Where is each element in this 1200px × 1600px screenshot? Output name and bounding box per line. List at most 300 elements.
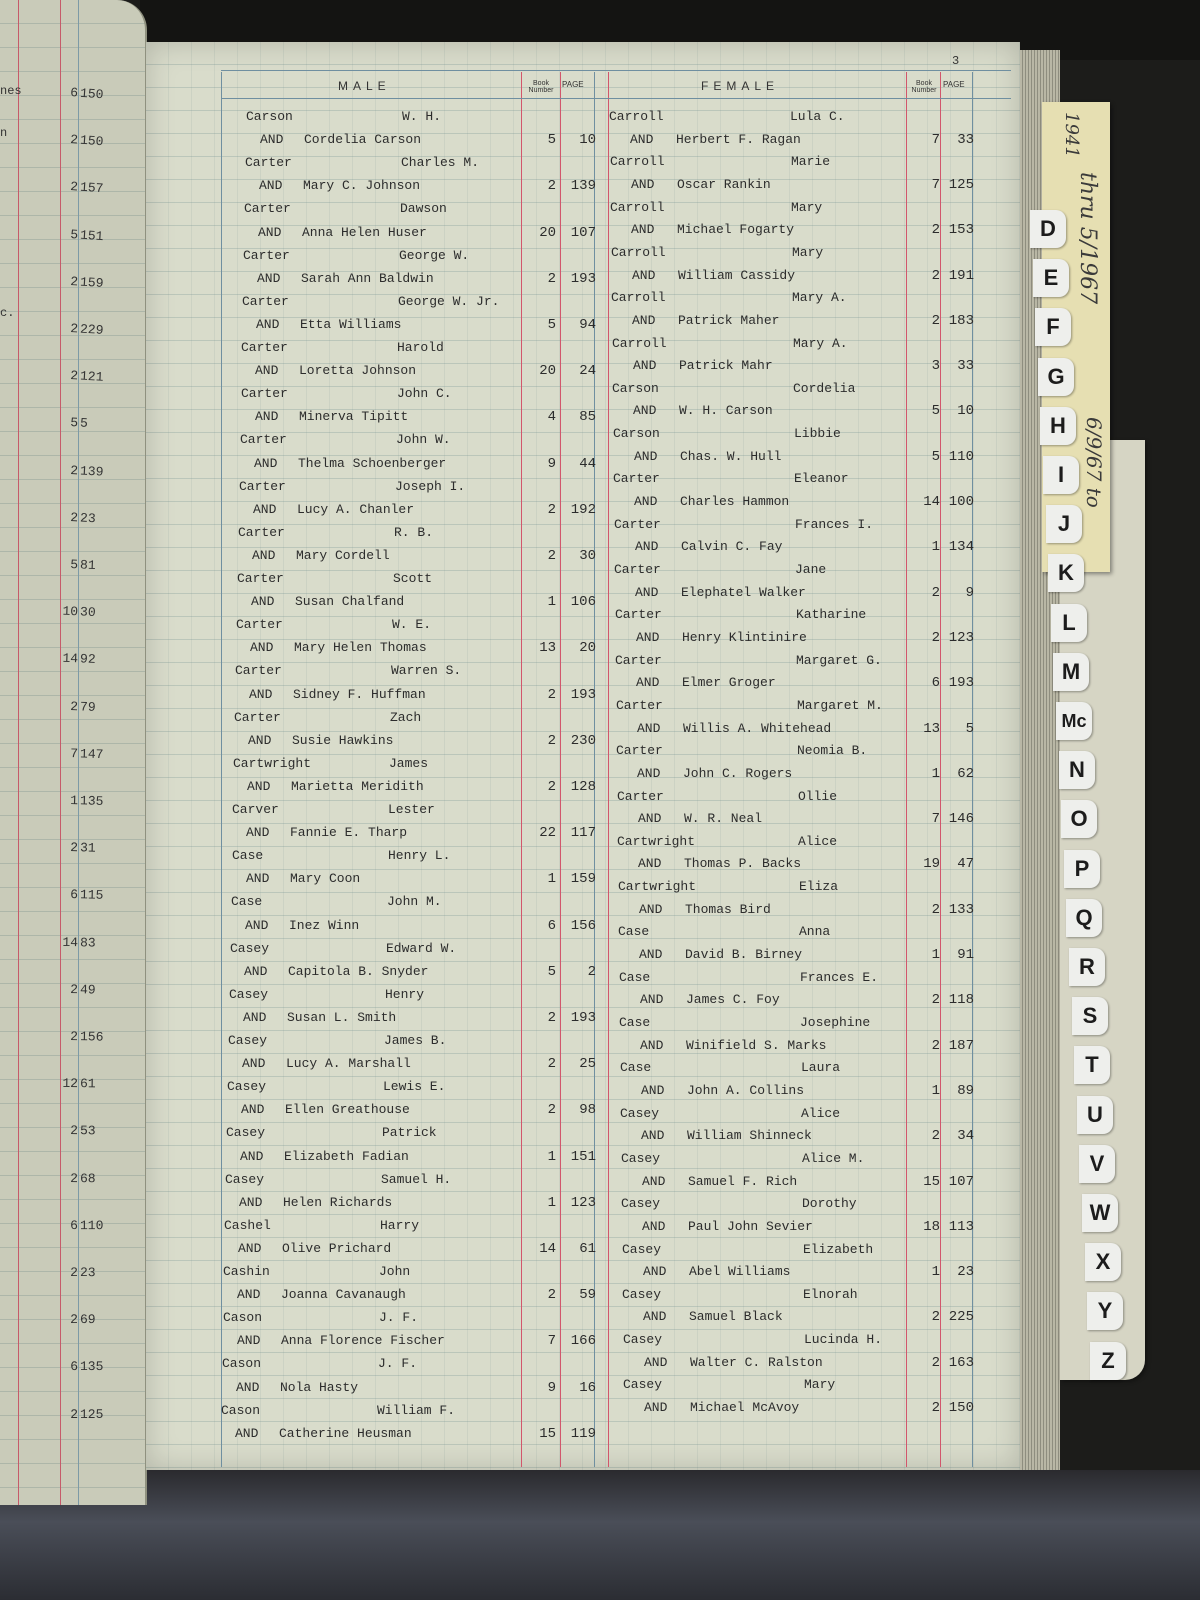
female-spouse-name: Elmer Groger (682, 675, 776, 691)
female-spouse-name: Samuel F. Rich (688, 1173, 798, 1189)
female-and-label: AND (634, 448, 658, 464)
female-book-number: 1 (931, 765, 940, 782)
female-spouse-name: David B. Birney (685, 947, 803, 963)
left-page-book-number: 2 (69, 462, 79, 478)
male-page-number: 24 (579, 363, 596, 380)
male-book-number: 2 (547, 1056, 556, 1073)
female-spouse-name: Patrick Mahr (679, 358, 773, 374)
female-surname: Carroll (611, 244, 666, 260)
female-book-number: 2 (931, 312, 940, 329)
male-and-label: AND (239, 1194, 263, 1210)
male-spouse-name: Susie Hawkins (292, 732, 394, 748)
male-surname: Cason (222, 1356, 262, 1372)
left-page-book-number: 6 (70, 1359, 79, 1375)
female-and-label: AND (643, 1264, 667, 1280)
left-page-book-number: 2 (70, 1123, 79, 1139)
female-given-name: Eleanor (794, 471, 849, 487)
female-page-number: 113 (948, 1218, 974, 1235)
female-page-number: 153 (948, 222, 974, 239)
male-spouse-name: Mary Cordell (296, 547, 390, 563)
female-book-number: 7 (931, 176, 940, 193)
male-book-number: 13 (539, 640, 556, 657)
female-book-number: 1 (931, 1082, 940, 1099)
male-given-name: Edward W. (386, 940, 457, 956)
female-page-number: 107 (948, 1173, 974, 1190)
left-page-row (0, 1312, 140, 1330)
female-spouse-name: Patrick Maher (678, 312, 780, 328)
male-header: MALE (338, 79, 391, 93)
left-page-book-number: 2 (70, 981, 79, 997)
book-number-header: Book Number (911, 80, 937, 94)
left-page-row (0, 1028, 140, 1048)
male-and-label: AND (255, 363, 279, 379)
left-page-row (0, 1075, 140, 1095)
male-book-number: 7 (547, 1333, 556, 1350)
male-page-number: 156 (570, 917, 596, 934)
left-page-row (0, 270, 140, 296)
female-and-label: AND (639, 947, 663, 963)
tab-r[interactable]: R (1069, 948, 1105, 986)
male-page-number: 128 (570, 778, 596, 795)
tab-l[interactable]: L (1051, 604, 1087, 642)
female-surname: Casey (623, 1332, 663, 1348)
male-spouse-name: Lucy A. Marshall (286, 1056, 411, 1072)
left-page-page-number: 81 (79, 557, 96, 574)
male-page-number: 117 (570, 825, 596, 842)
tab-t[interactable]: T (1074, 1046, 1110, 1084)
male-given-name: Harold (397, 340, 444, 355)
female-book-number: 2 (931, 1400, 940, 1417)
female-surname: Carroll (610, 199, 665, 215)
female-given-name: Mary A. (793, 335, 848, 351)
book-number-header: Book Number (528, 80, 554, 94)
male-given-name: Charles M. (401, 155, 480, 171)
left-page-row (0, 554, 140, 578)
male-and-label: AND (260, 132, 284, 148)
male-given-name: Lester (388, 802, 435, 817)
female-book-number: 6 (931, 675, 940, 692)
female-page-number: 118 (948, 992, 974, 1009)
left-page-page-number: 139 (79, 463, 104, 480)
male-book-number: 5 (547, 132, 556, 149)
male-spouse-name: Joanna Cavanaugh (281, 1287, 406, 1303)
male-spouse-name: Etta Williams (300, 316, 402, 332)
male-book-number: 5 (547, 316, 556, 333)
female-page-number: 62 (957, 765, 974, 782)
female-surname: Carter (617, 788, 664, 804)
male-given-name: Dawson (400, 201, 447, 217)
left-page-row (0, 1406, 140, 1424)
tab-o[interactable]: O (1061, 800, 1097, 838)
left-page-page-number: 110 (79, 1217, 104, 1234)
female-given-name: Lula C. (790, 109, 845, 124)
male-book-number: 4 (547, 409, 556, 426)
male-spouse-name: Sidney F. Huffman (293, 686, 426, 702)
male-spouse-name: Mary C. Johnson (303, 178, 421, 194)
female-page-number: 100 (948, 494, 974, 511)
male-surname: Cason (221, 1402, 261, 1418)
male-given-name: R. B. (394, 524, 434, 540)
tab-mc[interactable]: Mc (1056, 702, 1092, 740)
female-given-name: Eliza (799, 879, 839, 895)
male-and-label: AND (243, 1009, 267, 1025)
male-surname: Casey (227, 1079, 267, 1095)
male-book-number: 15 (539, 1425, 556, 1442)
male-and-label: AND (254, 455, 278, 471)
female-and-label: AND (635, 584, 659, 600)
note-year: 1941 (1061, 112, 1082, 158)
left-page-book-number: 14 (62, 934, 79, 950)
left-page-book-number: 7 (69, 745, 79, 762)
female-surname: Cartwright (618, 879, 697, 895)
tab-d[interactable]: D (1030, 210, 1066, 248)
tab-p[interactable]: P (1064, 850, 1100, 888)
left-page-book-number: 2 (70, 840, 79, 856)
female-spouse-name: Winifield S. Marks (686, 1037, 827, 1053)
male-page-number: 151 (570, 1148, 596, 1165)
left-page-row (0, 886, 140, 908)
female-given-name: Elizabeth (803, 1241, 874, 1257)
male-page-number: 119 (570, 1425, 596, 1442)
tab-u[interactable]: U (1077, 1096, 1113, 1134)
male-book-number: 2 (547, 1287, 556, 1304)
male-book-number: 20 (539, 224, 556, 241)
female-spouse-name: Michael McAvoy (690, 1400, 800, 1416)
tab-f[interactable]: F (1035, 308, 1071, 346)
tab-y[interactable]: Y (1087, 1292, 1123, 1330)
left-page-book-number: 2 (70, 1406, 79, 1422)
female-spouse-name: Oscar Rankin (677, 176, 771, 192)
female-spouse-name: W. H. Carson (679, 403, 773, 419)
female-book-number: 2 (931, 901, 940, 918)
desk-background (0, 1470, 1200, 1600)
male-given-name: John (379, 1264, 411, 1279)
female-spouse-name: Herbert F. Ragan (676, 131, 801, 147)
female-page-number: 34 (957, 1128, 974, 1145)
male-surname: Carter (239, 478, 286, 494)
female-given-name: Cordelia (793, 380, 856, 396)
male-book-number: 1 (547, 594, 556, 611)
left-page-book-number: 2 (70, 1312, 79, 1328)
left-page-page-number: 156 (79, 1029, 104, 1045)
left-page-row (0, 696, 140, 719)
female-given-name: Mary (792, 244, 824, 260)
female-spouse-name: John A. Collins (687, 1082, 805, 1098)
left-page-book-number: 6 (69, 85, 79, 101)
left-page-page-number: 147 (79, 746, 104, 762)
female-book-number: 15 (923, 1173, 940, 1190)
female-page-number: 9 (965, 584, 974, 601)
male-page-number: 123 (570, 1194, 596, 1211)
male-given-name: John W. (396, 432, 451, 448)
female-spouse-name: Samuel Black (689, 1309, 783, 1325)
left-page-book-number: 2 (69, 698, 79, 714)
male-surname: Cartwright (233, 755, 312, 771)
tab-m[interactable]: M (1053, 653, 1089, 691)
male-given-name: Patrick (382, 1125, 437, 1141)
female-spouse-name: Willis A. Whitehead (683, 720, 832, 736)
left-page-book-number: 2 (70, 1029, 79, 1045)
male-book-number: 5 (547, 963, 556, 980)
male-spouse-name: Inez Winn (289, 917, 360, 933)
male-spouse-name: Nola Hasty (280, 1379, 359, 1395)
tab-g[interactable]: G (1038, 358, 1074, 396)
female-given-name: Lucinda H. (804, 1332, 883, 1348)
male-spouse-name: Susan Chalfand (295, 594, 405, 610)
left-page-row (0, 507, 140, 531)
female-page-number: 193 (948, 675, 974, 692)
left-page-page-number: 5 (79, 415, 89, 432)
male-and-label: AND (256, 316, 280, 332)
female-page-number: 125 (948, 176, 974, 193)
male-and-label: AND (242, 1056, 266, 1072)
male-and-label: AND (236, 1379, 260, 1395)
left-page-book-number: 2 (69, 132, 79, 148)
male-given-name: Henry L. (388, 848, 451, 864)
male-page-number: 139 (570, 178, 596, 195)
female-and-label: AND (635, 539, 659, 555)
tab-e[interactable]: E (1033, 259, 1069, 297)
left-page-page-number: 30 (79, 604, 96, 621)
male-and-label: AND (249, 686, 273, 702)
left-page-page-number: 121 (79, 368, 104, 385)
left-page-book-number: 10 (62, 603, 79, 620)
male-spouse-name: Catherine Heusman (279, 1425, 412, 1441)
tab-w[interactable]: W (1082, 1194, 1118, 1232)
tab-q[interactable]: Q (1066, 899, 1102, 937)
male-given-name: Henry (385, 986, 425, 1002)
male-and-label: AND (237, 1287, 261, 1303)
female-book-number: 2 (931, 267, 940, 284)
male-surname: Carson (246, 109, 293, 124)
left-page-book-number: 12 (62, 1076, 79, 1092)
male-surname: Case (231, 894, 263, 910)
female-page-number: 225 (948, 1309, 974, 1326)
male-spouse-name: Anna Helen Huser (302, 224, 427, 240)
left-page-page-number: 23 (79, 1265, 96, 1281)
tab-n[interactable]: N (1059, 751, 1095, 789)
left-page-fragment: c. (0, 306, 15, 320)
female-given-name: Margaret G. (796, 652, 882, 668)
left-page-page-number: 83 (79, 934, 96, 951)
female-and-label: AND (634, 494, 658, 510)
left-page-row (0, 1170, 140, 1189)
female-page-number: 91 (957, 947, 974, 964)
female-spouse-name: Charles Hammon (680, 494, 790, 510)
tab-x[interactable]: X (1085, 1243, 1121, 1281)
female-spouse-name: John C. Rogers (683, 765, 793, 781)
left-page-book-number: 6 (70, 887, 79, 903)
left-page-row (0, 743, 140, 766)
female-and-label: AND (639, 901, 663, 917)
male-spouse-name: Mary Helen Thomas (294, 640, 427, 656)
male-surname: Carter (245, 155, 292, 171)
female-page-number: 23 (957, 1264, 974, 1281)
left-page-book-number: 2 (69, 273, 79, 290)
female-surname: Casey (620, 1105, 660, 1121)
female-surname: Case (620, 1060, 652, 1076)
male-book-number: 20 (539, 363, 556, 380)
tab-j[interactable]: J (1046, 505, 1082, 543)
left-page-row (0, 838, 140, 860)
male-spouse-name: Elizabeth Fadian (284, 1148, 409, 1164)
male-given-name: John C. (397, 386, 452, 402)
female-given-name: Alice M. (802, 1150, 865, 1166)
female-page-number: 163 (948, 1354, 974, 1371)
male-and-label: AND (237, 1333, 261, 1349)
male-surname: Cason (223, 1310, 263, 1326)
left-page-row (0, 412, 140, 437)
female-and-label: AND (630, 131, 654, 147)
male-given-name: Lewis E. (383, 1079, 446, 1095)
female-book-number: 5 (931, 448, 940, 465)
male-page-number: 44 (579, 455, 596, 472)
female-surname: Casey (621, 1196, 661, 1212)
female-page-number: 183 (948, 312, 974, 329)
female-page-number: 150 (948, 1400, 974, 1417)
left-page-fragment: nes (0, 84, 22, 98)
female-book-number: 2 (931, 1309, 940, 1326)
left-page-page-number: 79 (79, 698, 96, 715)
female-page-number: 47 (957, 856, 974, 873)
female-surname: Casey (622, 1241, 662, 1257)
male-given-name: W. H. (402, 109, 442, 124)
left-page-book-number: 14 (62, 651, 79, 667)
female-given-name: Neomia B. (797, 743, 868, 759)
female-and-label: AND (642, 1173, 666, 1189)
ledger-page (146, 42, 1020, 1470)
female-and-label: AND (637, 720, 661, 736)
tab-h[interactable]: H (1040, 407, 1076, 445)
male-and-label: AND (245, 917, 269, 933)
female-surname: Carson (612, 380, 659, 396)
note-date-range: thru 5/1967 (1075, 172, 1100, 305)
header-rule (221, 70, 1011, 71)
male-book-number: 2 (547, 778, 556, 795)
male-page-number: 10 (579, 132, 596, 149)
left-page-book-number: 2 (69, 509, 79, 526)
female-and-label: AND (632, 267, 656, 283)
left-page-book-number: 6 (70, 1217, 79, 1233)
page-header: PAGE (943, 80, 965, 89)
female-given-name: Frances E. (800, 969, 879, 985)
male-given-name: Samuel H. (381, 1171, 452, 1187)
male-page-number: 20 (579, 640, 596, 657)
male-book-number: 2 (547, 732, 556, 749)
left-page-page-number: 115 (79, 887, 104, 904)
female-given-name: Jane (795, 562, 827, 577)
left-page-page-number: 23 (79, 510, 96, 526)
male-spouse-name: Olive Prichard (282, 1240, 392, 1256)
male-and-label: AND (240, 1148, 264, 1164)
male-page-number: 98 (579, 1102, 596, 1119)
female-surname: Carter (614, 562, 661, 577)
female-book-number: 2 (931, 992, 940, 1009)
male-spouse-name: Susan L. Smith (287, 1009, 397, 1025)
male-page-number: 230 (570, 732, 596, 749)
female-page-number: 146 (948, 811, 974, 828)
left-page-book-number: 1 (70, 793, 79, 809)
male-book-number: 2 (547, 178, 556, 195)
female-spouse-name: Henry Klintinire (682, 629, 807, 645)
tab-i[interactable]: I (1043, 456, 1079, 494)
tab-s[interactable]: S (1072, 997, 1108, 1035)
male-surname: Carter (240, 432, 287, 448)
male-surname: Carter (242, 293, 289, 309)
male-page-number: 85 (579, 409, 596, 426)
female-given-name: Dorothy (802, 1196, 857, 1212)
male-surname: Carter (243, 247, 290, 263)
male-and-label: AND (257, 270, 281, 286)
left-page-page-number: 150 (79, 85, 104, 103)
male-page-number: 59 (579, 1287, 596, 1304)
female-spouse-name: James C. Foy (686, 992, 780, 1008)
female-given-name: Katharine (796, 607, 867, 623)
female-page-number: 10 (957, 403, 974, 420)
female-and-label: AND (631, 222, 655, 238)
page-header: PAGE (562, 80, 584, 89)
male-and-label: AND (241, 1102, 265, 1118)
tab-k[interactable]: K (1048, 554, 1084, 592)
left-page-row (0, 1123, 140, 1143)
male-page-number: 25 (579, 1056, 596, 1073)
female-and-label: AND (631, 176, 655, 192)
male-spouse-name: Helen Richards (283, 1194, 393, 1210)
female-given-name: Mary (791, 199, 823, 215)
female-book-number: 13 (923, 720, 940, 737)
male-given-name: Zach (390, 709, 422, 725)
male-given-name: Warren S. (391, 663, 462, 679)
female-spouse-name: Michael Fogarty (677, 222, 795, 238)
female-book-number: 1 (931, 947, 940, 964)
female-and-label: AND (632, 312, 656, 328)
male-page-number: 94 (579, 316, 596, 333)
male-spouse-name: Fannie E. Tharp (290, 825, 408, 841)
female-and-label: AND (633, 358, 657, 374)
tab-z[interactable]: Z (1090, 1342, 1126, 1380)
female-surname: Carroll (610, 154, 665, 170)
male-and-label: AND (253, 501, 277, 517)
female-given-name: Marie (791, 154, 831, 170)
female-page-number: 123 (948, 629, 974, 646)
female-given-name: Mary A. (792, 290, 847, 306)
male-page-number: 107 (570, 224, 596, 241)
left-page-page-number: 69 (79, 1312, 96, 1328)
male-surname: Cashin (223, 1264, 270, 1279)
male-spouse-name: Thelma Schoenberger (298, 455, 447, 471)
left-page-page-number: 135 (79, 793, 104, 810)
male-book-number: 2 (547, 270, 556, 287)
male-page-number: 30 (579, 547, 596, 564)
left-page-row (0, 459, 140, 484)
female-book-number: 2 (931, 584, 940, 601)
note-date-start: 6/9/67 to (1082, 417, 1106, 508)
female-surname: Carroll (612, 335, 667, 351)
female-page-number: 5 (965, 720, 974, 737)
left-page-page-number: 92 (79, 651, 96, 668)
male-given-name: George W. (399, 247, 470, 263)
male-given-name: James B. (384, 1033, 447, 1048)
male-surname: Carter (234, 709, 281, 725)
female-surname: Carroll (609, 109, 664, 124)
male-book-number: 2 (547, 1009, 556, 1026)
female-and-label: AND (643, 1309, 667, 1325)
female-surname: Carter (614, 516, 661, 532)
female-book-number: 19 (923, 856, 940, 873)
female-spouse-name: Thomas P. Backs (684, 856, 802, 872)
tab-v[interactable]: V (1079, 1145, 1115, 1183)
male-and-label: AND (258, 224, 282, 240)
